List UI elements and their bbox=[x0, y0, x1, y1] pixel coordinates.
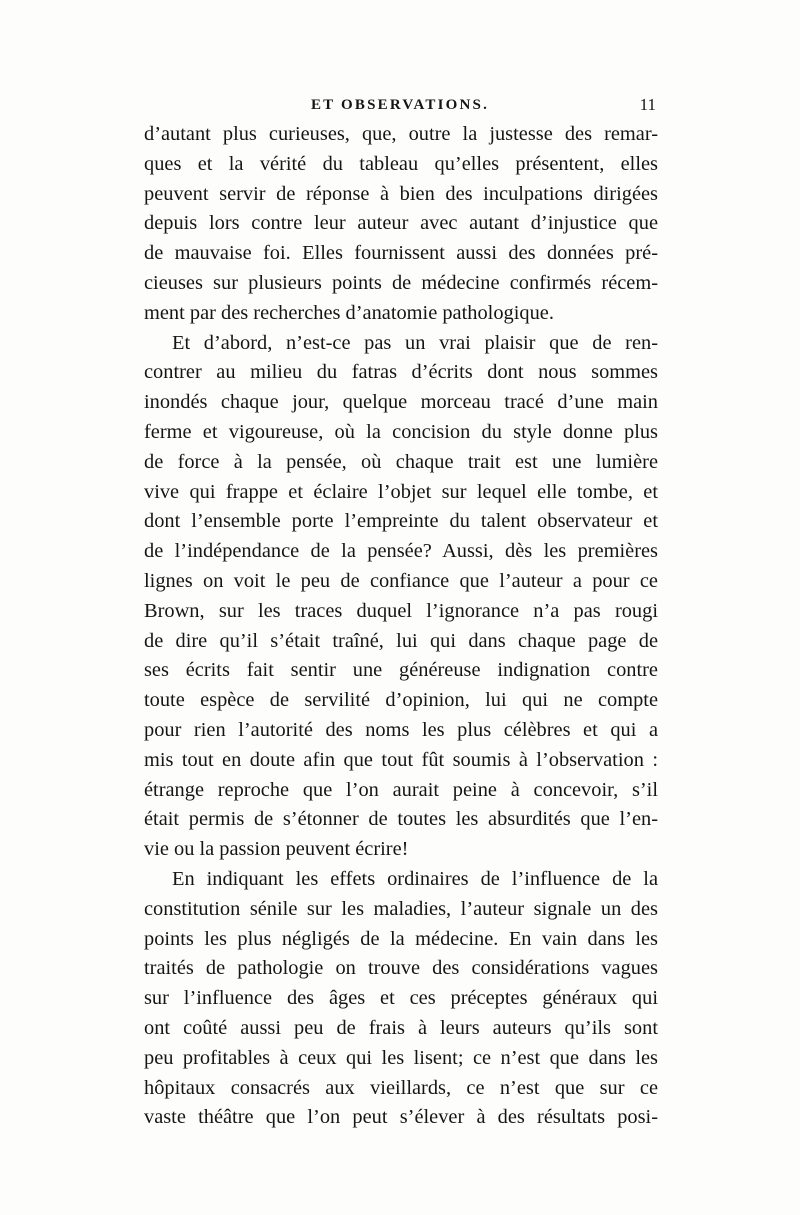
text-line: d’autant plus curieuses, que, outre la justesse des remar- bbox=[144, 123, 658, 145]
text-line: pour rien l’autorité des noms les plus célèbres et qui a bbox=[144, 718, 658, 741]
text-line: dont l’ensemble porte l’empreinte du talent observateur et bbox=[144, 510, 658, 533]
text-line: inondés chaque jour, quelque morceau tracé d’une main bbox=[144, 391, 658, 414]
text-line: cieuses sur plusieurs points de médecine confirmés récem- bbox=[144, 271, 658, 294]
running-head bbox=[140, 92, 660, 118]
text-line: Et d’abord, n’est-ce pas un vrai plaisir que de ren- bbox=[172, 331, 658, 354]
text-line: toute espèce de servilité d’opinion, lui qui ne compte bbox=[144, 689, 658, 712]
text-line: Brown, sur les traces duquel l’ignorance n’a pas rougi bbox=[144, 599, 658, 622]
text-line: peu profitables à ceux qui les lisent; ce n’est que dans les bbox=[144, 1046, 658, 1069]
text-line: de force à la pensée, où chaque trait est une lumière bbox=[144, 450, 658, 473]
text-line: de dire qu’il s’était traîné, lui qui dans chaque page de bbox=[144, 629, 658, 652]
text-line: ont coûté aussi peu de frais à leurs auteurs qu’ils sont bbox=[144, 1016, 658, 1039]
text-line: contrer au milieu du fatras d’écrits dont nous sommes bbox=[144, 361, 658, 384]
page-number: 11 bbox=[639, 95, 656, 114]
text-line: peuvent servir de réponse à bien des inculpations dirigées bbox=[144, 182, 658, 205]
body-text bbox=[144, 120, 658, 1133]
text-line: hôpitaux consacrés aux vieillards, ce n’est que sur ce bbox=[144, 1076, 658, 1099]
text-line: points les plus négligés de la médecine. En vain dans les bbox=[144, 927, 658, 950]
text-line: mis tout en doute afin que tout fût soumis à l’observation : bbox=[144, 748, 658, 771]
text-line: lignes on voit le peu de confiance que l’auteur a pour ce bbox=[144, 569, 658, 592]
text-line: sur l’influence des âges et ces préceptes généraux qui bbox=[144, 987, 658, 1010]
text-line: étrange reproche que l’on aurait peine à concevoir, s’il bbox=[144, 778, 658, 801]
text-line: ses écrits fait sentir une généreuse indignation contre bbox=[144, 659, 658, 682]
text-line: était permis de s’étonner de toutes les absurdités que l’en- bbox=[144, 808, 658, 831]
text-line: vive qui frappe et éclaire l’objet sur lequel elle tombe, et bbox=[144, 480, 658, 503]
text-line: En indiquant les effets ordinaires de l’influence de la bbox=[172, 867, 658, 890]
text-line: ferme et vigoureuse, où la concision du style donne plus bbox=[144, 420, 658, 443]
text-line: constitution sénile sur les maladies, l’auteur signale un des bbox=[144, 897, 658, 920]
text-line: ques et la vérité du tableau qu’elles présentent, elles bbox=[144, 152, 658, 175]
text-line: vaste théâtre que l’on peut s’élever à des résultats posi- bbox=[144, 1106, 658, 1129]
text-line: de mauvaise foi. Elles fournissent aussi des données pré- bbox=[144, 242, 658, 265]
text-line: depuis lors contre leur auteur avec autant d’injustice que bbox=[144, 212, 658, 235]
text-line: ment par des recherches d’anatomie pathologique. bbox=[144, 301, 554, 324]
text-line: de l’indépendance de la pensée? Aussi, dès les premières bbox=[144, 540, 658, 563]
text-line: traités de pathologie on trouve des considérations vagues bbox=[144, 957, 658, 980]
text-line: vie ou la passion peuvent écrire! bbox=[144, 838, 409, 861]
running-title: ET OBSERVATIONS. bbox=[310, 97, 490, 113]
